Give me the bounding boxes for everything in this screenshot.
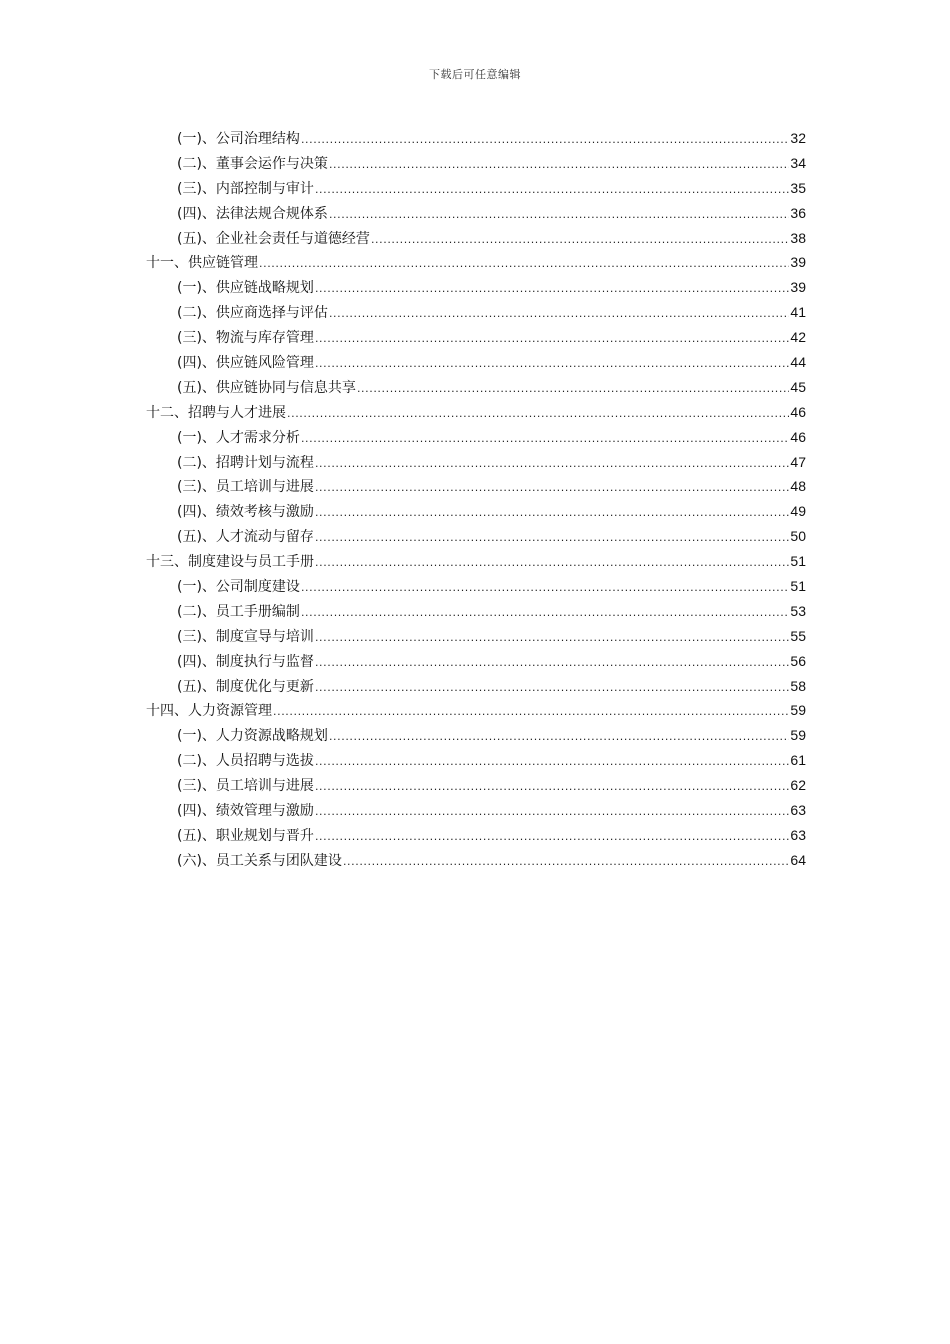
- toc-section-entry[interactable]: [146, 201, 806, 226]
- toc-entry-label: (五)、制度优化与更新: [177, 678, 314, 695]
- toc-entry-label: (四)、绩效管理与激励: [177, 803, 314, 820]
- toc-section-entry[interactable]: [146, 823, 806, 848]
- toc-dot-leader: [315, 352, 789, 377]
- toc-section-entry[interactable]: [146, 350, 806, 375]
- toc-section-entry[interactable]: [146, 599, 806, 624]
- toc-entry-label: (三)、内部控制与审计: [177, 180, 314, 197]
- toc-section-entry[interactable]: [146, 524, 806, 549]
- toc-entry-label: (六)、员工关系与团队建设: [177, 852, 342, 869]
- toc-section-entry[interactable]: [146, 474, 806, 499]
- toc-section-entry[interactable]: [146, 848, 806, 873]
- page-header: 下载后可任意编辑: [429, 68, 521, 81]
- toc-page-number: 39: [790, 254, 806, 271]
- toc-entry-label: (四)、供应链风险管理: [177, 355, 314, 372]
- toc-page-number: 47: [790, 453, 806, 470]
- toc-page-number: 44: [790, 354, 806, 371]
- toc-page-number: 56: [790, 652, 806, 669]
- toc-dot-leader: [315, 800, 789, 825]
- toc-dot-leader: [329, 302, 789, 327]
- toc-chapter-entry[interactable]: [146, 400, 806, 425]
- toc-page-number: 50: [790, 528, 806, 545]
- toc-page-number: 48: [790, 478, 806, 495]
- toc-entry-label: (一)、公司治理结构: [177, 131, 300, 147]
- toc-dot-leader: [315, 501, 789, 526]
- toc-dot-leader: [329, 203, 789, 228]
- toc-entry-label: 十三、制度建设与员工手册: [146, 554, 314, 571]
- toc-page-number: 59: [790, 702, 806, 719]
- toc-page-number: 55: [790, 627, 806, 644]
- toc-entry-label: (四)、制度执行与监督: [177, 653, 314, 670]
- toc-page-number: 51: [790, 553, 806, 570]
- toc-section-entry[interactable]: [146, 450, 806, 475]
- toc-entry-label: (五)、人才流动与留存: [177, 529, 314, 546]
- toc-section-entry[interactable]: [146, 499, 806, 524]
- toc-entry-label: (三)、员工培训与进展: [177, 479, 314, 496]
- toc-dot-leader: [315, 452, 789, 477]
- toc-entry-label: (二)、供应商选择与评估: [177, 305, 328, 322]
- toc-section-entry[interactable]: [146, 325, 806, 350]
- toc-entry-label: (五)、供应链协同与信息共享: [177, 379, 356, 396]
- toc-page-number: 45: [790, 378, 806, 395]
- toc-dot-leader: [329, 153, 789, 178]
- toc-section-entry[interactable]: [146, 375, 806, 400]
- toc-entry-label: 十二、招聘与人才进展: [146, 404, 286, 421]
- toc-entry-label: (三)、员工培训与进展: [177, 778, 314, 795]
- toc-page-number: 38: [790, 229, 806, 246]
- toc-page-number: 49: [790, 503, 806, 520]
- toc-entry-label: (二)、人员招聘与选拔: [177, 753, 314, 770]
- toc-page-number: 61: [790, 752, 806, 769]
- toc-entry-label: (一)、供应链战略规划: [177, 280, 314, 297]
- toc-section-entry[interactable]: [146, 748, 806, 773]
- toc-dot-leader: [357, 377, 789, 402]
- toc-chapter-entry[interactable]: [146, 250, 806, 275]
- toc-entry-label: (二)、招聘计划与流程: [177, 454, 314, 471]
- toc-chapter-entry[interactable]: [146, 549, 806, 574]
- toc-section-entry[interactable]: [146, 275, 806, 300]
- toc-section-entry[interactable]: [146, 649, 806, 674]
- toc-entry-label: 十四、人力资源管理: [146, 703, 272, 720]
- toc-dot-leader: [315, 750, 789, 775]
- toc-page-number: 63: [790, 802, 806, 819]
- toc-page-number: 41: [790, 304, 806, 321]
- toc-page-number: 53: [790, 602, 806, 619]
- toc-page-number: 63: [790, 826, 806, 843]
- toc-page-number: 46: [790, 428, 806, 445]
- toc-section-entry[interactable]: [146, 773, 806, 798]
- toc-dot-leader: [315, 676, 789, 701]
- toc-dot-leader: [315, 476, 789, 501]
- toc-entry-label: (二)、董事会运作与决策: [177, 155, 328, 172]
- toc-section-entry[interactable]: [146, 425, 806, 450]
- toc-page-number: 51: [790, 578, 806, 595]
- toc-page-number: 32: [790, 130, 806, 146]
- toc-dot-leader: [343, 850, 789, 875]
- toc-section-entry[interactable]: [146, 723, 806, 748]
- toc-entry-label: (一)、人才需求分析: [177, 429, 300, 446]
- toc-dot-leader: [315, 825, 789, 850]
- toc-dot-leader: [287, 402, 789, 427]
- toc-dot-leader: [301, 427, 789, 452]
- toc-entry-label: (二)、员工手册编制: [177, 603, 300, 620]
- toc-page-number: 64: [790, 851, 806, 868]
- toc-entry-label: (一)、公司制度建设: [177, 579, 300, 596]
- toc-dot-leader: [315, 775, 789, 800]
- toc-dot-leader: [329, 725, 789, 750]
- toc-entry-label: (三)、制度宣导与培训: [177, 628, 314, 645]
- toc-section-entry[interactable]: [146, 798, 806, 823]
- toc-section-entry[interactable]: [146, 674, 806, 699]
- toc-page-number: 59: [790, 727, 806, 744]
- toc-page-number: 34: [790, 154, 806, 171]
- toc-entry-label: (一)、人力资源战略规划: [177, 728, 328, 745]
- toc-page-number: 36: [790, 204, 806, 221]
- toc-entry-label: (四)、绩效考核与激励: [177, 504, 314, 521]
- toc-dot-leader: [371, 228, 789, 253]
- toc-dot-leader: [315, 277, 789, 302]
- toc-dot-leader: [259, 252, 789, 277]
- toc-page-number: 39: [790, 279, 806, 296]
- toc-entry-label: (三)、物流与库存管理: [177, 330, 314, 347]
- toc-entry-label: (五)、职业规划与晋升: [177, 827, 314, 844]
- toc-entry-label: 十一、供应链管理: [146, 255, 258, 272]
- toc-page-number: 46: [790, 403, 806, 420]
- toc-dot-leader: [315, 178, 789, 203]
- toc-section-entry[interactable]: [146, 176, 806, 201]
- toc-section-entry[interactable]: [146, 624, 806, 649]
- toc-chapter-entry[interactable]: [146, 698, 806, 723]
- toc-dot-leader: [315, 651, 789, 676]
- toc-dot-leader: [315, 551, 789, 576]
- toc-section-entry[interactable]: [146, 226, 806, 251]
- toc-dot-leader: [315, 626, 789, 651]
- toc-dot-leader: [315, 327, 789, 352]
- toc-section-entry[interactable]: [146, 151, 806, 176]
- toc-section-entry[interactable]: [146, 300, 806, 325]
- toc-entry-label: (四)、法律法规合规体系: [177, 205, 328, 222]
- toc-dot-leader: [301, 576, 789, 601]
- toc-dot-leader: [301, 601, 789, 626]
- toc-page-number: 35: [790, 179, 806, 196]
- toc-entry-label: (五)、企业社会责任与道德经营: [177, 230, 370, 247]
- toc-page-number: 62: [790, 777, 806, 794]
- toc-dot-leader: [301, 128, 789, 153]
- toc-page-number: 58: [790, 677, 806, 694]
- toc-section-entry[interactable]: [146, 126, 806, 151]
- toc-section-entry[interactable]: [146, 574, 806, 599]
- toc-dot-leader: [315, 526, 789, 551]
- toc-page-number: 42: [790, 329, 806, 346]
- toc-dot-leader: [273, 700, 789, 725]
- table-of-contents: [146, 126, 806, 873]
